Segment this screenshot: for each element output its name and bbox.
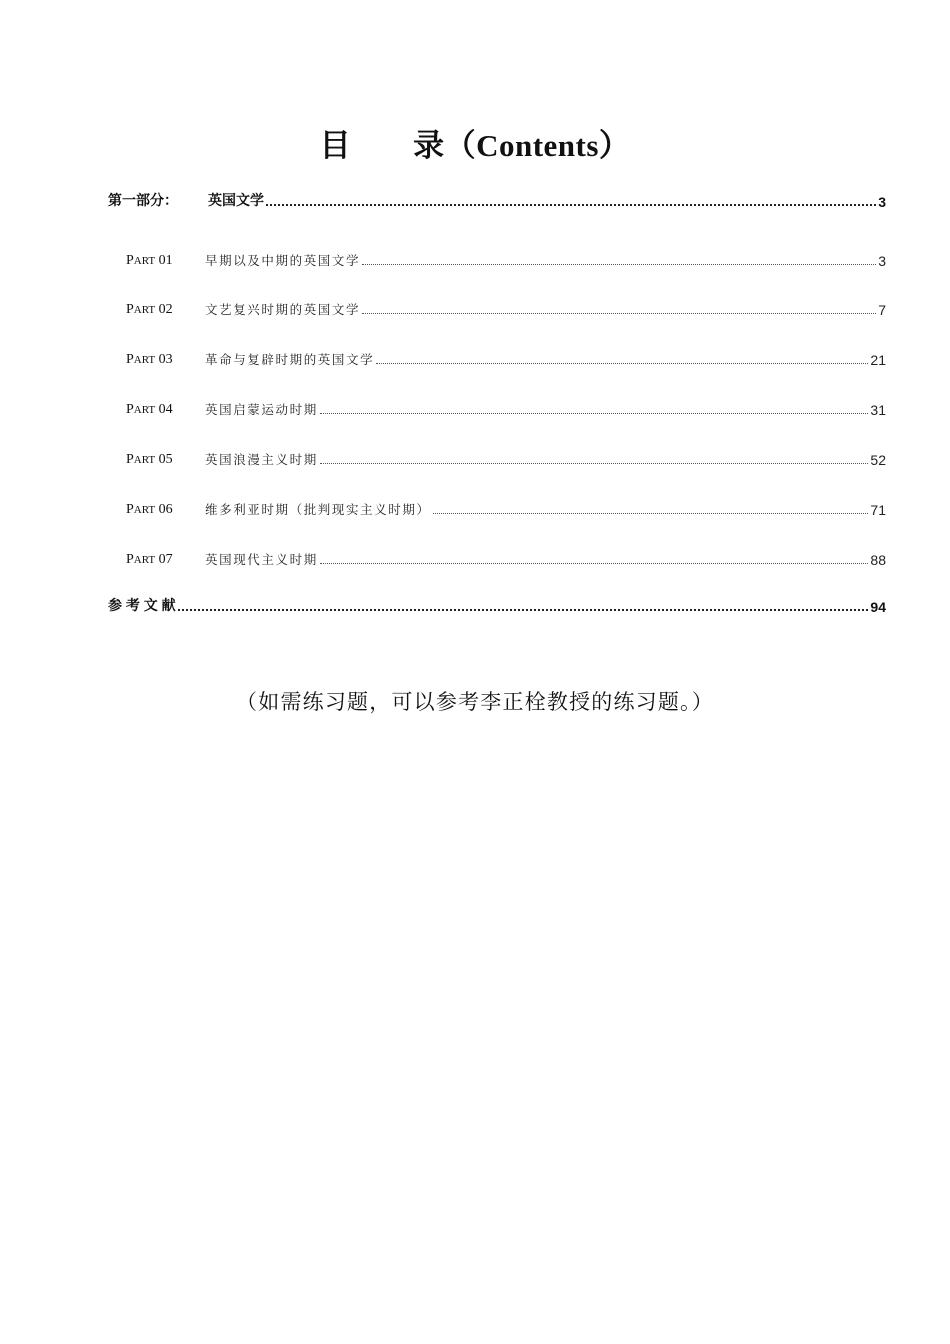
toc-leader-dots: [376, 363, 868, 364]
toc-part-title: 革命与复辟时期的英国文学: [205, 352, 375, 367]
toc-part-label: PART 01: [126, 253, 173, 268]
toc-page-number: 52: [870, 452, 886, 468]
toc-leader-dots: [320, 563, 869, 564]
toc-part-title: 维多利亚时期（批判现实主义时期）: [205, 502, 431, 517]
toc-part-label: PART 06: [126, 502, 173, 517]
toc-page-number: 71: [870, 502, 886, 518]
toc-leader-dots: [266, 204, 876, 206]
toc-page-number: 31: [870, 402, 886, 418]
toc-leader-dots: [178, 609, 869, 611]
toc-part-label: PART 02: [126, 302, 173, 317]
toc-page-number: 3: [878, 194, 886, 210]
toc-part-row[interactable]: [126, 396, 886, 418]
toc-page-number: 88: [870, 552, 886, 568]
toc-part-title: 文艺复兴时期的英国文学: [205, 302, 361, 317]
toc-part-row[interactable]: [126, 247, 886, 269]
toc-page-number: 3: [878, 253, 886, 269]
toc-part-label: PART 04: [126, 402, 173, 417]
toc-section-label: 第一部分：: [108, 192, 178, 208]
toc-part-title: 英国启蒙运动时期: [205, 402, 318, 417]
page-title: [0, 120, 950, 165]
toc-part-label: PART 03: [126, 352, 173, 367]
toc-leader-dots: [362, 264, 876, 265]
title-second: 录（Contents）: [413, 128, 631, 163]
toc-section-row[interactable]: [108, 188, 886, 210]
toc-part-row[interactable]: [126, 346, 886, 368]
toc-part-title: 英国浪漫主义时期: [205, 452, 318, 467]
title-main: 目: [319, 128, 352, 163]
toc-part-label: PART 07: [126, 552, 173, 567]
toc-leader-dots: [433, 513, 869, 514]
toc-page-number: 94: [870, 599, 886, 615]
toc-leader-dots: [320, 463, 869, 464]
toc-references-row[interactable]: [108, 593, 886, 615]
toc-part-row[interactable]: [126, 496, 886, 518]
toc-part-label: PART 05: [126, 452, 173, 467]
toc-leader-dots: [362, 313, 876, 314]
toc-part-title: 英国现代主义时期: [205, 552, 318, 567]
toc-leader-dots: [320, 413, 869, 414]
toc-page-number: 21: [870, 352, 886, 368]
exercise-note: （如需练习题，可以参考李正栓教授的练习题。）: [236, 690, 714, 714]
toc-page-number: 7: [878, 302, 886, 318]
toc-part-row[interactable]: [126, 546, 886, 568]
toc-part-row[interactable]: [126, 446, 886, 468]
toc-references-label: 参 考 文 献: [108, 597, 176, 613]
toc-section-name: 英国文学: [208, 192, 264, 208]
toc-part-row[interactable]: [126, 296, 886, 318]
toc-part-title: 早期以及中期的英国文学: [205, 253, 361, 268]
